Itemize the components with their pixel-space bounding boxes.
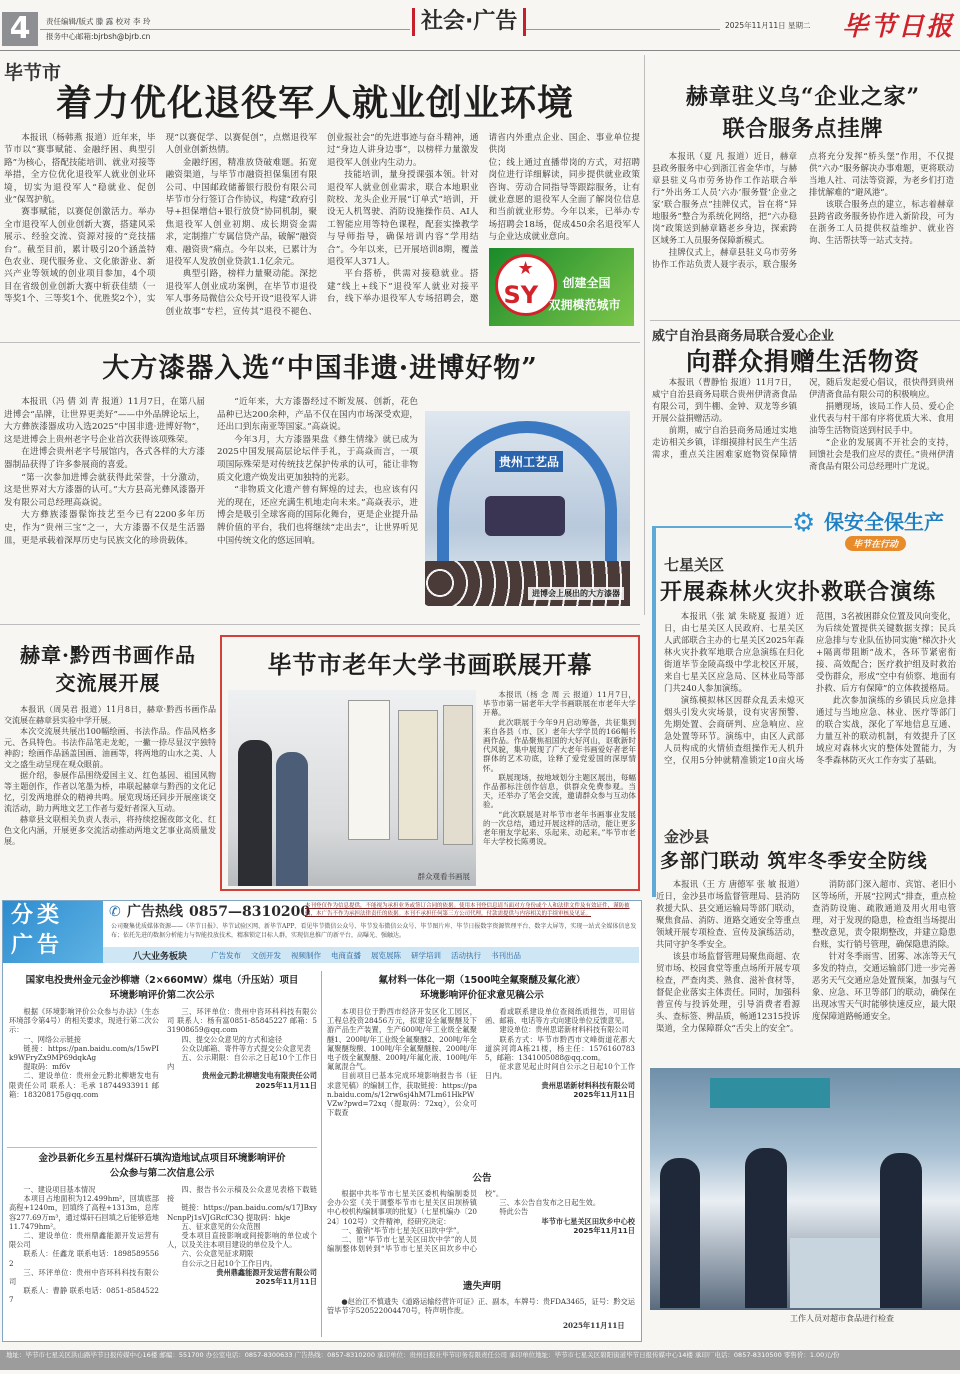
phone-icon: ✆ [109,904,121,920]
paragraph: 本项目占地面积为12.499hm²，回填底部高程+1240m，回填终了高程+1313m，总库容277.69万m³，通过煤矸石回填之后能够造地11.7479hm²。 [9,1194,159,1231]
editor-email: 报务中心邮箱:bjrbsh@bjrb.cn [46,32,151,41]
hezhang-yiwu-headline-2: 联合服务点挂牌 [722,116,884,142]
business-item: 广告发布 [211,950,242,960]
ad-text-col2 [485,1007,635,1081]
ad-subtitle: 环境影响评价征求意见稿公示 [420,990,544,1001]
classified-title-2: 广告 [11,933,64,958]
top-article-headline: 着力优化退役军人就业创业环境 [55,82,574,124]
paragraph: 四、提交公众意见的方式和途径 [181,1034,283,1044]
laonian-body [483,690,636,846]
ad-subtitle: 环境影响评价第二次公示 [109,990,215,1001]
qixingguan-body [664,610,956,766]
paragraph: 演练模拟林区因群众乱丢未熄灭烟头引发火灾场景，设有灾害预警、先期处置、会商研判、应急响应、应急处置等环节。演练中，由区人武部人员构成的火情侦查组操作无人机升空，仅用5分钟就精准锁定10亩火场范围，3名被困群众位置及风向变化，为后续处置提供关键数据支撑；民兵应急排与专业队伍协同实施“梯次扑火+隔离带阻断”战术，各环节紧密衔接、高效配合；医疗救护组及时救治受伤群众，形成“空中有侦察、地面有扑救、后方有保障”的立体救援格局。 [664,611,956,765]
business-item: 研学培训 [411,950,442,960]
section-title: 社会·广告 [412,8,526,36]
paragraph: 本报讯（王 方 唐德军 张 敏 报道）近日，金沙县市场监督管理局、县消防救援大队、县交通运输局等部门联动，聚焦食品、消防、道路交通安全等重点领域开展专项检查、宣传及演练活动，共同守护冬季安全。 [656,879,800,949]
ad-text-col2 [167,1035,317,1072]
paragraph: 赫章县文联相关负责人表示，将持续挖掘夜郎文化、红色文化内涵，开展更多交流活动推动两地文艺事业高质量发展。 [4,815,216,846]
paragraph: 二、建设单位：贵州金元黔北柳塘发电有限责任公司 联系人：毛承 18744933911 邮箱：183208175@qq.com [9,1071,159,1099]
paragraph: 自公示之日起10个工作日内。 [181,1258,277,1268]
paragraph: 链接：https://pan.baidu.com/s/17JBxyNcnpPj1sVJGRcfC3Q 提取码：hkje [167,1203,317,1222]
paragraph: 据介绍，参展作品围绕爱国主义、红色基因、祖国风物等主题创作，作者以笔墨为桥，串联起赫章与黔西的文化记忆，引发两地群众的精神共鸣。展览现场还同步开展座谈交流活动，助力两地文艺工作者与爱好者深入互动。 [4,771,216,813]
paragraph: 此次参加演练的乡镇民兵应急排通过与当地应急、林业、医疗等部门的联合实战，深化了军地信息互通、力量互补的联动机制，有效提升了区域应对森林火灾的整体处置能力，为冬季森林防灭火工作夯实了基础。 [816,695,956,765]
paragraph: 消防部门深入超市、宾馆、老旧小区等场所，开展“拉网式”排查，重点检查消防设施、疏散通道及用火用电管理，对于发现的隐患，检查组当场提出整改意见，责令限期整改，并建立隐患台账，实行销号管理，确保隐患消除。 [812,879,956,949]
paragraph: 看或联系建设单位查阅纸质报告，可用信函、邮箱、电话等方式向建设单位反馈意见。 [485,1007,635,1026]
paragraph: 本报讯（周昊君 报道）11月8日，赫章·黔西书画作品交流展在赫章县实验中学开展。 [4,705,216,725]
business-item: 活动执行 [451,950,482,960]
qixingguan-headline: 开展森林火灾扑救联合演练 [660,579,937,605]
paragraph: 四、报告书公示稿及公众意见表格下载链接 [167,1185,317,1204]
ad-title: 氟材料一体化一期（1500吨全氟聚醚及氟化液） [378,975,586,986]
ad-date: 2025年11月11日 [255,1080,317,1090]
lost-notice-text: ●赵治江不慎遗失《道路运输经营许可证》正、副本，车牌号：贵FDA3465，证号：黔交运管毕节字520522004470号，特声明作废。 [327,1297,635,1316]
paragraph: 赛事赋能，以赛促创激活力。举办全市退役军人创业创新大赛，搭建风采展示、经验交流、资源对接的“竞技擂台”。截至目前，累计吸引20个涵盖特色农业、现代服务业、文化旅游业、新兴产业等领域的创业项目参加，4个项目在省级创业创新大赛中斩获佳绩（一等奖1个、三等奖1个、优胜奖2个），实现“以赛促学、以赛促创”，点燃退役军人创业创新热情。 [4,133,317,305]
top-article-kicker: 毕节市 [4,62,62,84]
ad-line-1: 创建全国 [562,275,611,290]
dafang-photo-caption: 进博会上展出的大方漆器 [528,587,624,600]
paragraph: 一、网络公示链接 [23,1034,81,1044]
paragraph: 该县市场监督管理局聚焦商超、农贸市场、校园食堂等重点场所开展专项检查，严查肉类、熟食、滋补食材等，督促企业落实主体责任。同时，加强科普宣传与投诉处理，引导消费者看源头、查标签、辨品质，畅通12315投诉渠道，全力保障群众“舌尖上的安全”。 [656,951,800,1033]
store-sign [710,1078,830,1108]
ad-text [9,1185,317,1305]
newspaper-logo: 毕节日报 [841,12,954,42]
paragraph: 本次交流展共展出100幅绘画、书法作品。作品风格多元、各具特色。书法作品笔走龙蛇，一撇一捺尽显汉字独特神韵；绘画作品涵盖国画、油画等，将两地的山水之美、人文之盛生动呈现在观众眼前。 [4,727,216,769]
paragraph: “企业的发展离不开社会的支持，回馈社会是我们应尽的责任。”贵州伊清斋食品有限公司总经理叶广龙说。 [809,437,954,471]
safety-banner-title: 保安全保生产 [824,510,944,534]
ad-text [327,1007,635,1117]
paragraph: 金融纾困，精准放贷破难题。拓宽融资渠道，与毕节市融资担保集团有限公司、中国邮政储蓄银行股份有限公司毕节市分行签订合作协议，构建“政府引导+担保增信+银行放贷”协同机制，聚焦退役军人创业初期、成长期资金需求，定制推广专属信贷产品，破解“融资难、融资贵”痛点。今年以来，已累计为退役军人发放创业贷款1.1亿余元。 [165,157,317,268]
classified-title-box [3,901,103,963]
hezhang-qianxi-headline-1: 赫章·黔西书画作品 [20,643,196,667]
hanging-scroll [348,700,390,840]
issue-date: 2025年11月11日 星期二 [725,21,811,30]
visitor-figure [238,740,272,886]
paragraph: 受本项目直接影响或间接影响的单位或个人，以及关注本项目建设的单位及个人。 [167,1231,317,1250]
jinsha-headline: 多部门联动 筑牢冬季安全防线 [660,850,928,872]
weining-body [652,376,954,472]
inspector-figure [745,1148,787,1308]
inspector-figure [660,1158,700,1308]
hezhang-qianxi-body [4,704,216,847]
company-intro: 公司聚集优质媒体资源——《毕节日报》、毕节试验区网、新毕节APP、看见毕节微信公众号、毕节发布微信公众号、毕节图片库、毕节日报数字资源管理平台、数字大屏等，实现一站式全媒体信息发布；依托先进的数据分析能力与智能投放技术，精准锁定目标人群，实现信息推广的新平台，高曝光、强触达。 [111,923,637,939]
hezhang-yiwu-headline-1: 赫章驻义乌“企业之家” [685,84,921,110]
paragraph: 本报讯（曹静怡 报道）11月7日，威宁自治县商务局联合贵州伊清斋食品有限公司，到牛棚、金钟、双龙等乡镇开展公益捐赠活动。 [652,377,797,423]
paragraph: 目前项目已基本完成环境影响报告书（征求意见稿）的编制工作，获取链接：https://pan.baidu.com/s/12rw6sj4hM7Lm61HkPWVZw?pwd=72xq（提取码：72xq），公众可下载查 [327,1071,477,1118]
business-item: 视频制作 [291,950,322,960]
lost-notice-title: 遗失声明 [462,1281,501,1292]
paragraph: 五、征求意见的公众范围 [181,1221,261,1231]
hezhang-qianxi-headline-2: 交流展开展 [55,671,161,695]
paragraph: 二、原“毕节市七星关区田坎中学”的人员编制整体划转到“毕节市七星关区田坎乡中心校”。 [327,1189,504,1254]
paragraph: 根据中共毕节市七星关区委机构编制委员会办公室《关于调整毕节市七星关区田坝桥镇中心校机构编制事项的批复》（七星机编办〔2024〕102号）文件精神，经研究决定： [327,1189,477,1226]
paragraph: 六、公众意见征求期限 [181,1249,254,1259]
paragraph: 联系人：任鑫龙 联系电话：18985895562 [9,1249,159,1268]
paragraph: 三、环评单位：贵州中咨环科科技有限公司 联系人：杨有富0851-85845227 邮箱：531908659@qq.com [167,1007,317,1035]
paragraph: 捐赠现场，该局工作人员、爱心企业代表与村干部有序将优质大米、食用油等生活物资送到村民手中。 [809,401,954,435]
notice-col1 [327,1189,477,1235]
qixingguan-kicker: 七星关区 [664,556,725,574]
ad-text [9,1007,317,1099]
ad-signer: 贵州鼎鑫能源开发运营有限公司 [216,1267,317,1277]
calligraphy-exhibition-photo [228,690,476,886]
paragraph: 在进博会贵州老字号展馆内，各式各样的大方漆器制品获得了许多参展商的喜爱。 [4,447,205,470]
notice-signer: 毕节市七星关区田坎乡中心校 [541,1216,635,1226]
paragraph: 本报讯（张 斌 朱晓夏 报道）近日，由七星关区人民政府、七星关区人武部联合主办的七星关区2025年森林火灾扑救军地联合应急演练在归化街道毕节金陵高级中学北校区开展，来自七星关区应急局、区林业局等部门共240人参加演练。 [664,611,804,693]
safety-frame-top [652,526,792,528]
dafang-body [4,396,418,547]
paragraph: “近年来，大方漆器经过不断发展、创新，花色品种已达200余种，产品不仅在国内市场深受欢迎，还出口到东南亚等国家。”高焱说。 [217,397,418,433]
paragraph: 一、撤销“毕节市七星关区田坎中学”。 [341,1225,464,1235]
paragraph: 链接：https://pan.baidu.com/s/15wPIk9WFryZx9MP69dqkAg [9,1043,159,1063]
notice-text [327,1189,635,1253]
paragraph: 典型引路，榜样力量聚动能。深挖退役军人创业成功案例，在毕节市退役军人事务局微信公众号开设“退役军人讲创业故事”专栏，宣传其“退役不褪色、创业报社会”的先进事迹与奋斗精神，通过“身边人讲身边事”，以榜样力量激发退役军人创业内生动力。 [165,133,479,317]
paragraph: 本报讯（杨韩燕 报道）近年来，毕节市以“赛事赋能、金融纾困、典型引路”为核心，搭配技能培训、就业对接等举措，全方位优化退役军人就业创业环境，切实为退役军人“稳就业、促创业”保驾护航。 [4,133,156,206]
star-icon: ★ [517,257,534,279]
ad-date: 2025年11月11日 [573,1089,635,1099]
paragraph: 本报讯（杨 念 周 云 报道）11月7日，毕节市第一届老年大学书画联展在市老年大学开幕。 [483,690,636,718]
hanging-scroll [443,705,473,845]
paragraph: “非物质文化遗产曾有辉煌的过去，也应该有闪光的现在，还应充满生机地走向未来。”高焱表示，进博会是吸引全球客商的国际化舞台，更是企业提升品牌价值的平台，我们也将继续“走出去”，让世界听见中国传统文化的悠远回响。 [217,485,418,546]
freezer-case [790,1238,880,1308]
business-label: 八大业务板块 [133,951,188,962]
double-support-city-ad [489,248,634,326]
ad-line-2: 双拥模范城市 [548,297,621,312]
paragraph: 本报讯（冯 倩 刘 青 报道）11月7日，在第八届进博会“品牌，让世界更美好”——中外品牌论坛上，大方彝族漆器成功入选2025“中国非遗·进博好物”，这是进博会上贵州老字号企业首次获得该项殊荣。 [4,397,205,445]
paragraph: 提取码：mf6v [23,1062,71,1072]
ad-date: 2025年11月11日 [255,1277,317,1287]
paragraph: 联展现场，按地域划分主题区展出，每幅作品都标注创作信息，供群众免费参观。当天，还举办了笔会交流，邀请群众参与互动体验。 [483,772,636,810]
paragraph: 技能培训，量身授课强本领。针对退役军人就业创业需求，联合本地职业院校、龙头企业开展“订单式”培训，开设无人机驾驶、消防设施操作员、AI人工智能应用等特色课程，配套实操教学与导师指导，确保培训内容“学用结合”。今年以来，已开展培训8期，覆盖退役军人371人。 [327,170,479,268]
ad-subtitle: 公众参与第二次信息公示 [109,1168,215,1179]
gear-icon: ⚙ [792,508,816,538]
paragraph: 本项目位于黔西市经济开发区化工园区，工程总投资28456万元，拟建设全氟聚醚及下游产品生产装置，生产600吨/年工业级全氟聚醚1、200吨/年工业级全氟聚醚2、200吨/年全氟聚醚羧酸、100吨/年全氟聚醚胺、200吨/年电子级全氟聚醚、200吨/年氟化液、100吨/年氟氮混合气。 [327,1007,477,1072]
ad-signer: 贵州金元黔北柳塘发电有限责任公司 [201,1071,317,1081]
notice-date: 2025年11月11日 [573,1225,635,1235]
editor-credit: 责任编辑/版式 滕 露 校对 李 玲 [46,17,151,26]
paragraph: 此次联展于今年9月启动筹备，共征集到来自各县（市、区）老年大学学员的166幅书画作品。作品聚焦祖国的大好河山，讴歌新时代风貌，集中展现了广大老年书画爱好者老年群体的艺术功底，诠释了爱党爱国的深厚情怀。 [483,717,636,773]
ad-text-col2 [167,1185,317,1268]
notice-title: 公告 [472,1173,492,1184]
business-item: 书刊出品 [491,950,522,960]
paragraph: 联系方式：毕节市黔西市文峰街道花都大道滨河湾A栋21楼，杨主任：15761607835，邮箱：1341005088@qq.com。 [485,1034,635,1063]
top-article-body-continued: 位；线上通过直播带岗的方式，对招聘岗位进行详细解读，同步提供就业政策咨询、劳动合同指导等跟踪服务，让有就业意愿的退役军人全面了解岗位信息和当前就业形势。今年以来，已举办专场招聘会18场，促成450余名退役军人与企业达成就业意向。 [488,157,640,243]
paragraph: 三、本公告自发布之日起生效。 [499,1198,601,1208]
paragraph: 根据《环境影响评价公众参与办法》（生态环境部令第4号）的相关要求，现进行第二次公示： [9,1007,159,1035]
paragraph: 公众以邮箱、寄件等方式提交公众意见表 [181,1043,311,1053]
business-item: 展览展陈 [371,950,402,960]
dafang-headline: 大方漆器入选“中国非遗·进博好物” [102,353,538,384]
booth-sign: 贵州工艺品 [495,451,563,472]
paragraph: 挂牌仪式上，赫章县驻义乌市劳务协作工作站负责人聂宇表示，联合服务点将充分发挥“桥头堡”作用，不仅提供“六办”服务解决办事难题，更将联动当地人社、司法等资源，为老乡们打造排忧解难的“避风港”。 [652,151,954,269]
hotline-label: 广告热线 [127,904,183,920]
paragraph: 征求意见起止时间自公示之日起10个工作日内。 [485,1062,635,1081]
jinsha-photo-caption: 工作人员对超市食品进行检查 [790,1314,894,1323]
paragraph: 针对冬季雨雪、团雾、冰冻等天气多发的特点，交通运输部门进一步完善恶劣天气交通应急处置预案，加强与气象、应急、环卫等部门的联动，确保在出现冰雪天气时能够快速反应，最大限度保障道路畅通安全。 [812,951,956,1021]
visitor-figure [276,752,308,886]
classified-ads-section [2,900,642,1342]
lost-notice-date: 2025年11月11日 [563,1321,625,1330]
paragraph: 五、公示期限：自公示之日起10个工作日内 [167,1053,317,1072]
sy-logo-text: SY [503,280,539,309]
paragraph: 前期，威宁自治县商务局通过实地走访相关乡镇，详细摸排村民生产生活需求，重点关注困难家庭物资保障情况，随后发起爱心倡议，很快得到贵州伊清斋食品有限公司的积极响应。 [652,377,954,459]
business-item: 文创开发 [251,950,282,960]
ad-title: 国家电投贵州金元金沙柳塘（2×660MW）煤电（升压站）项目 [25,975,299,986]
paragraph: 建设单位：贵州思诺新材料科技有限公司 [499,1025,629,1035]
paragraph: 本报讯（夏 凡 报道）近日，赫章县政务服务中心到浙江省金华市，与赫章县驻义乌市劳务协作工作站联合举行“外出务工人员‘六办’服务暨‘企业之家’联合服务点”挂牌仪式，旨在将“异地服务”整合为系统化网络，把“六办稳岗”政策送到赫章籍老乡身边，探索跨区域务工人员服务保障新模式。 [652,151,797,245]
safety-banner-subtitle: 毕节在行动 [845,536,906,551]
jinsha-body [656,878,956,1034]
footer-info: 地址：毕节市七星关区洪山路毕节日报传媒中心16楼 邮编：551700 办公室电话：0857-8300633 广告热线：0857-8310200 承印单位：贵州日报社毕节印务有限责任公司 承印单位地址：毕节市七星关区碧阳街道毕节日报传媒中心14楼 承印厂电话：0857-8310500 零售价：1.00元/份 [0,1350,960,1370]
classified-disclaimer: 本刊登仅作为信息提供，不能视为承担业务或签订合同的依据。使用本刊登信息请当面对方身份或个人和法律文件及有效证件，谨防被骗，本广告不作为承担法律责任的依据。本刊不承担任何第三方公司代理，付款需提供与内容相关的手续审核及见证。 [305,903,630,917]
ad-signer: 贵州思诺新材料科技有限公司 [541,1080,635,1090]
hanging-scroll [398,710,438,840]
paragraph: 一、建设项目基本情况 [23,1185,96,1194]
paragraph: 平台搭桥，供需对接稳就业。搭建“线上+线下”退役军人就业对接平台，线下举办退役军人专场招聘会，邀请省内外重点企业、国企、事业单位提供岗 [327,133,640,305]
page-number: 4 [2,12,38,46]
sy-emblem [495,254,557,316]
lacquerware-booth-photo [425,411,630,606]
business-bar [103,947,639,963]
classified-title-1: 分类 [11,903,64,928]
paragraph: 三、环评单位：贵州中咨环科科技有限公司 [9,1267,159,1287]
safety-frame-left [652,526,656,897]
hotline-number: 0857—8310200 [189,904,311,920]
business-item: 电商直播 [331,950,362,960]
weining-kicker: 威宁自治县商务局联合爱心企业 [652,329,835,344]
ad-text-col1 [327,1007,477,1117]
weining-headline: 向群众捐赠生活物资 [685,347,920,376]
ad-text-col1 [9,1185,159,1305]
supermarket-inspection-photo [650,1068,960,1310]
inspector-figure [880,1153,922,1308]
display-screen [485,496,565,536]
paragraph: 今年3月，大方漆器果盘《彝生情缘》就已成为2025中国发展高层论坛伴手礼，于高焱而言，一项项国际殊荣是对传统技艺保护传承的认可，能让非物质文化遗产焕发出更加独特的光彩。 [217,434,418,483]
laonian-photo-caption: 群众观看书画展 [417,872,470,881]
laonian-headline: 毕节市老年大学书画联展开幕 [267,650,593,679]
ad-title: 金沙县新化乡五星村煤矸石填沟造地试点项目环境影响评价 [38,1153,286,1164]
paragraph: 大方彝族漆器髹饰技艺至今已有2200多年历史，作为“贵州三宝”之一，大方漆器不仅是生活器皿，更是承载着深厚历史与民族文化的珍贵载体。 [4,510,205,546]
paragraph: “此次联展是对毕节市老年书画事业发展的一次总结，通过开展这样的活动，能让更多老年朋友学起来、乐起来、动起来。”毕节市老年大学校长陈勇说。 [483,809,636,847]
top-article-body-columns [4,132,640,326]
paragraph: 联系人：曹静 联系电话：0851-85845227 [9,1286,159,1305]
hezhang-yiwu-body [652,150,954,270]
paragraph: 二、建设单位：贵州鼎鑫能源开发运营有限公司 [9,1231,159,1250]
jinsha-kicker: 金沙县 [664,828,710,846]
paragraph: “第一次参加进博会就获得此荣誉，十分激动，这是世界对大方漆器的认可。”大方县高光彝风漆器开发有限公司总经理高焱说。 [4,472,205,508]
paragraph: 该联合服务点的建立，标志着赫章县跨省政务服务协作进入新阶段，可为在浙务工人员提供权益维护、就业咨询、生活帮扶等一站式支持。 [809,199,954,245]
paragraph: 特此公告 [499,1207,529,1217]
